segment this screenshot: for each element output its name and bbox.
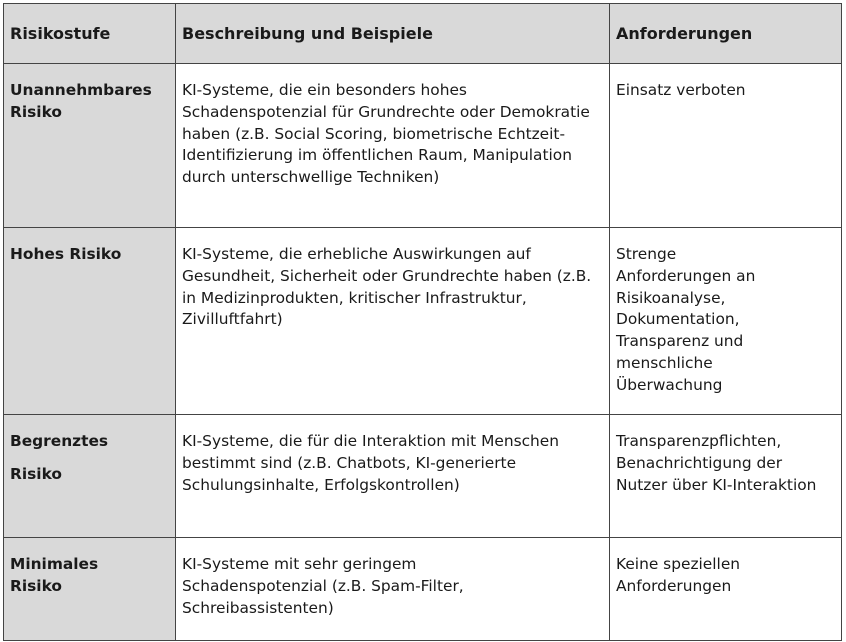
risk-level-line-1: Begrenztes [10, 432, 109, 450]
requirements-cell: Transparenzpflichten, Benachrichtigung der Nutzer über KI-Interaktion [610, 415, 842, 538]
risk-level-cell: Unannehmbares Risiko [4, 64, 176, 228]
table-header-row [4, 4, 842, 64]
header-anforderungen: Anforderungen [610, 4, 842, 64]
description-cell: KI-Systeme, die erhebliche Auswirkungen auf Gesundheit, Sicherheit oder Grundrechte haben (z.B. in Medizinprodukten, kritischer Infrastruktur, Zivilluftfahrt) [176, 228, 610, 415]
table-row [4, 538, 842, 641]
description-cell: KI-Systeme mit sehr geringem Schadenspotenzial (z.B. Spam-Filter, Schreibassistenten) [176, 538, 610, 641]
requirements-cell: Einsatz verboten [610, 64, 842, 228]
risk-level-cell: Minimales Risiko [4, 538, 176, 641]
risk-level-line-2: Risiko [10, 464, 62, 483]
risk-level-cell: Hohes Risiko [4, 228, 176, 415]
table-row [4, 415, 842, 538]
risk-level-cell [4, 415, 176, 538]
table-row [4, 228, 842, 415]
description-cell: KI-Systeme, die ein besonders hohes Schadenspotenzial für Grundrechte oder Demokratie haben (z.B. Social Scoring, biometrische Echtzeit-Identifizierung im öffentlichen Raum, Manipulation durch unterschwellige Techniken) [176, 64, 610, 228]
header-risikostufe: Risikostufe [4, 4, 176, 64]
header-beschreibung: Beschreibung und Beispiele [176, 4, 610, 64]
description-cell: KI-Systeme, die für die Interaktion mit Menschen bestimmt sind (z.B. Chatbots, KI-generierte Schulungsinhalte, Erfolgskontrollen) [176, 415, 610, 538]
risk-table [3, 3, 842, 641]
table-row [4, 64, 842, 228]
requirements-cell: Keine speziellen Anforderungen [610, 538, 842, 641]
requirements-cell: Strenge Anforderungen an Risikoanalyse, Dokumentation, Transparenz und menschliche Überwachung [610, 228, 842, 415]
